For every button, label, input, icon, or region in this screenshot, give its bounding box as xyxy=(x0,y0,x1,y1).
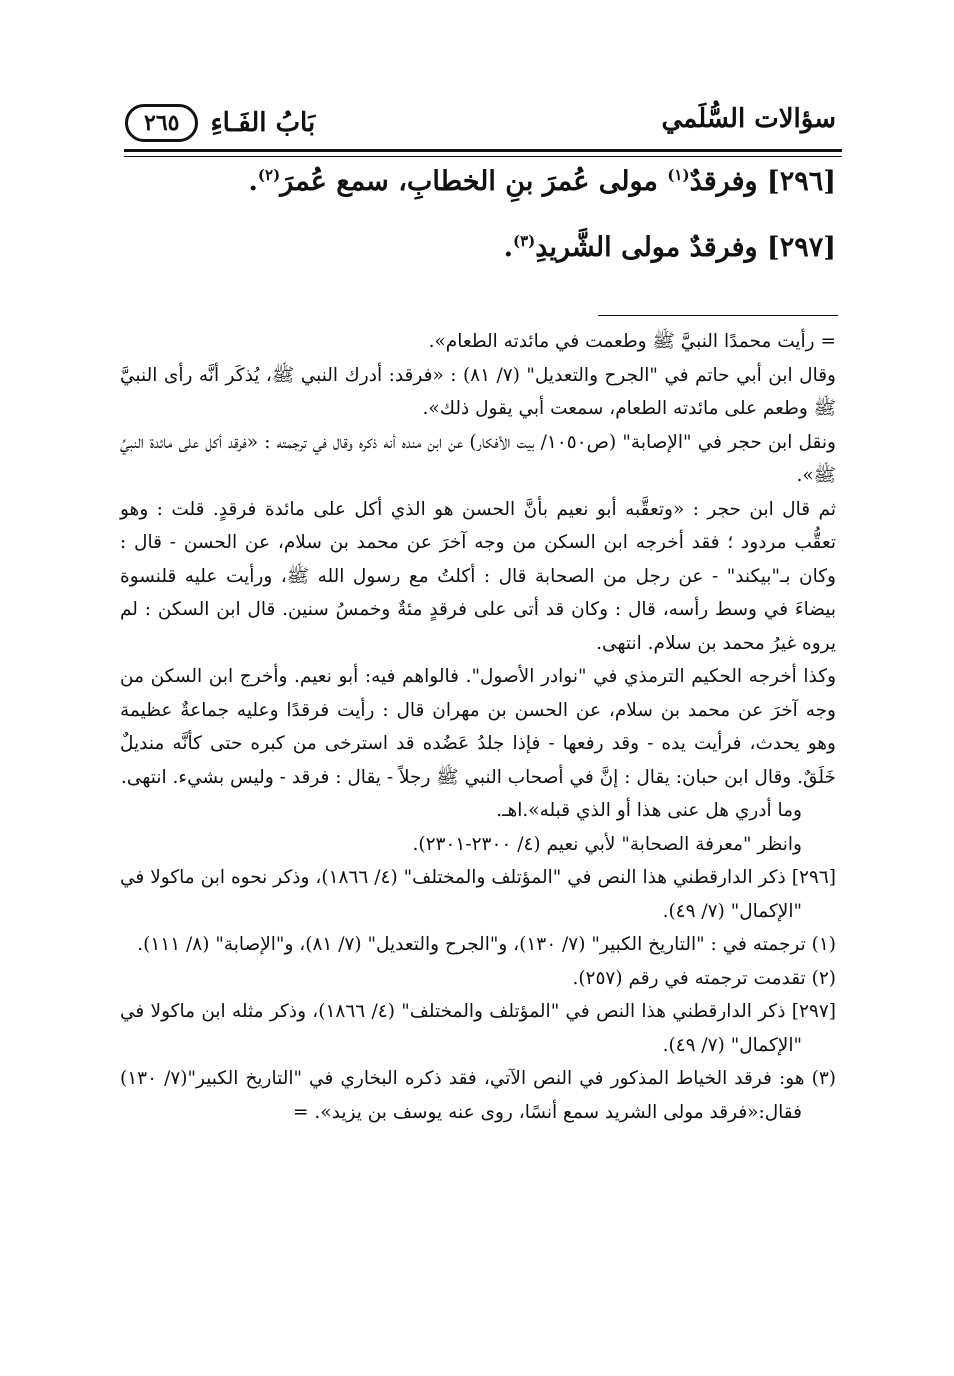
footnote-paragraph: ثم قال ابن حجر : «وتعقَّبه أبو نعيم بأنَّ الحسن هو الذي أكل على مائدة فرقدٍ. قلت : وهو تعقُّب مردود ؛ فقد أخرجه ابن السكن من وجه آخرَ عن محمد بن سلام، عن الحسن - قال : وكان بـ"بيكند" - عن رجل من الصحابة قال : أكلتُ مع رسول الله ﷺ، ورأيت عليه قلنسوة بيضاءَ في وسط رأسه، قال : وكان قد أتى على فرقدٍ مئةٌ وخمسُ سنين. قال ابن السكن : لم يروه غيرُ محمد بن سلام. انتهى. xyxy=(120,498,836,654)
footnote-paragraph: وقال ابن أبي حاتم في "الجرح والتعديل" (٧/ ٨١) : «فرقد: أدرك النبي ﷺ، يُذكَر أنَّه رأى النبيَّ ﷺ وطعم على مائدته الطعام، سمعت أبي يقول ذلك». xyxy=(120,364,836,419)
entry-297: [٢٩٧] وفرقدٌ مولى الشَّريدِ$^{(٣)}$. xyxy=(503,232,836,263)
footnote-2: (٢) تقدمت ترجمته في رقم (٢٥٧). xyxy=(572,967,836,989)
footnote-ref-1[interactable]: (١) xyxy=(667,166,690,184)
footnote-paragraph: ونقل ابن حجر في "الإصابة" (ص١٠٥٠/ بيت الأفكار) عن ابن منده أنه ذكره وقال في ترجمته : «فرقد أكل على مائدة النبيِّ ﷺ». xyxy=(120,431,836,486)
entry-296: [٢٩٦] وفرقدٌ$^{(١)}$ مولى عُمرَ بنِ الخطابِ، سمع عُمرَ$^{(٢)}$. xyxy=(248,166,836,197)
page-number: ٢٦٥ xyxy=(125,104,198,142)
footnote-ref-2[interactable]: (٢) xyxy=(257,166,281,184)
book-title: سؤالات السُّلَمي xyxy=(661,104,836,134)
footnote-paragraph: = رأيت محمدًا النبيَّ ﷺ وطعمت في مائدته الطعام». xyxy=(428,331,836,352)
footnote-paragraph: وانظر "معرفة الصحابة" لأبي نعيم (٤/ ٢٣٠٠-٢٣٠١). xyxy=(412,833,802,855)
footnotes xyxy=(120,325,836,1129)
footnote-paragraph: وكذا أخرجه الحكيم الترمذي في "نوادر الأصول". فالواهم فيه: أبو نعيم. وأخرج ابن السكن من وجه آخرَ عن محمد بن سلام، عن الحسن بن مهران قال : رأيت فرقدًا وعليه جماعةٌ عظيمة وهو يحدث، فرأيت يده - وقد رفعها - فإذا جلدُ عَضُده قد استرخى من كبره حتى كأنَّه منديلٌ خَلَقٌ. وقال ابن حبان: يقال : إنَّ في أصحاب النبي ﷺ رجلاً - يقال : فرقد - وليس بشيء. انتهى. xyxy=(120,666,837,788)
footnote-3: (٣) هو: فرقد الخياط المذكور في النص الآتي، فقد ذكره البخاري في "التاريخ الكبير"(٧/ ١٣٠) فقال:«فرقد مولى الشريد سمع أنسًا، روى عنه يوسف بن يزيد». = xyxy=(120,1068,836,1123)
chapter-title: بَابُ الفَـاءِ xyxy=(210,108,316,138)
footnote-separator xyxy=(598,315,838,316)
footnote-1: (١) ترجمته في : "التاريخ الكبير" (٧/ ١٣٠)، و"الجرح والتعديل" (٧/ ٨١)، و"الإصابة" (٨/ ١١١). xyxy=(137,934,836,955)
page-header-chapter xyxy=(125,104,315,142)
footnote-paragraph: وما أدري هل عنى هذا أو الذي قبله».اهـ. xyxy=(496,800,802,821)
footnote-ref-3[interactable]: (٣) xyxy=(512,232,536,250)
footnote-296: [٢٩٦] ذكر الدارقطني هذا النص في "المؤتلف والمختلف" (٤/ ١٨٦٦)، وذكر نحوه ابن ماكولا في "الإكمال" (٧/ ٤٩). xyxy=(120,867,836,922)
footnote-297: [٢٩٧] ذكر الدارقطني هذا النص في "المؤتلف والمختلف" (٤/ ١٨٦٦)، وذكر مثله ابن ماكولا في "الإكمال" (٧/ ٤٩). xyxy=(120,1001,836,1056)
header-rule-thick xyxy=(124,149,842,152)
header-rule-thin xyxy=(124,156,842,157)
